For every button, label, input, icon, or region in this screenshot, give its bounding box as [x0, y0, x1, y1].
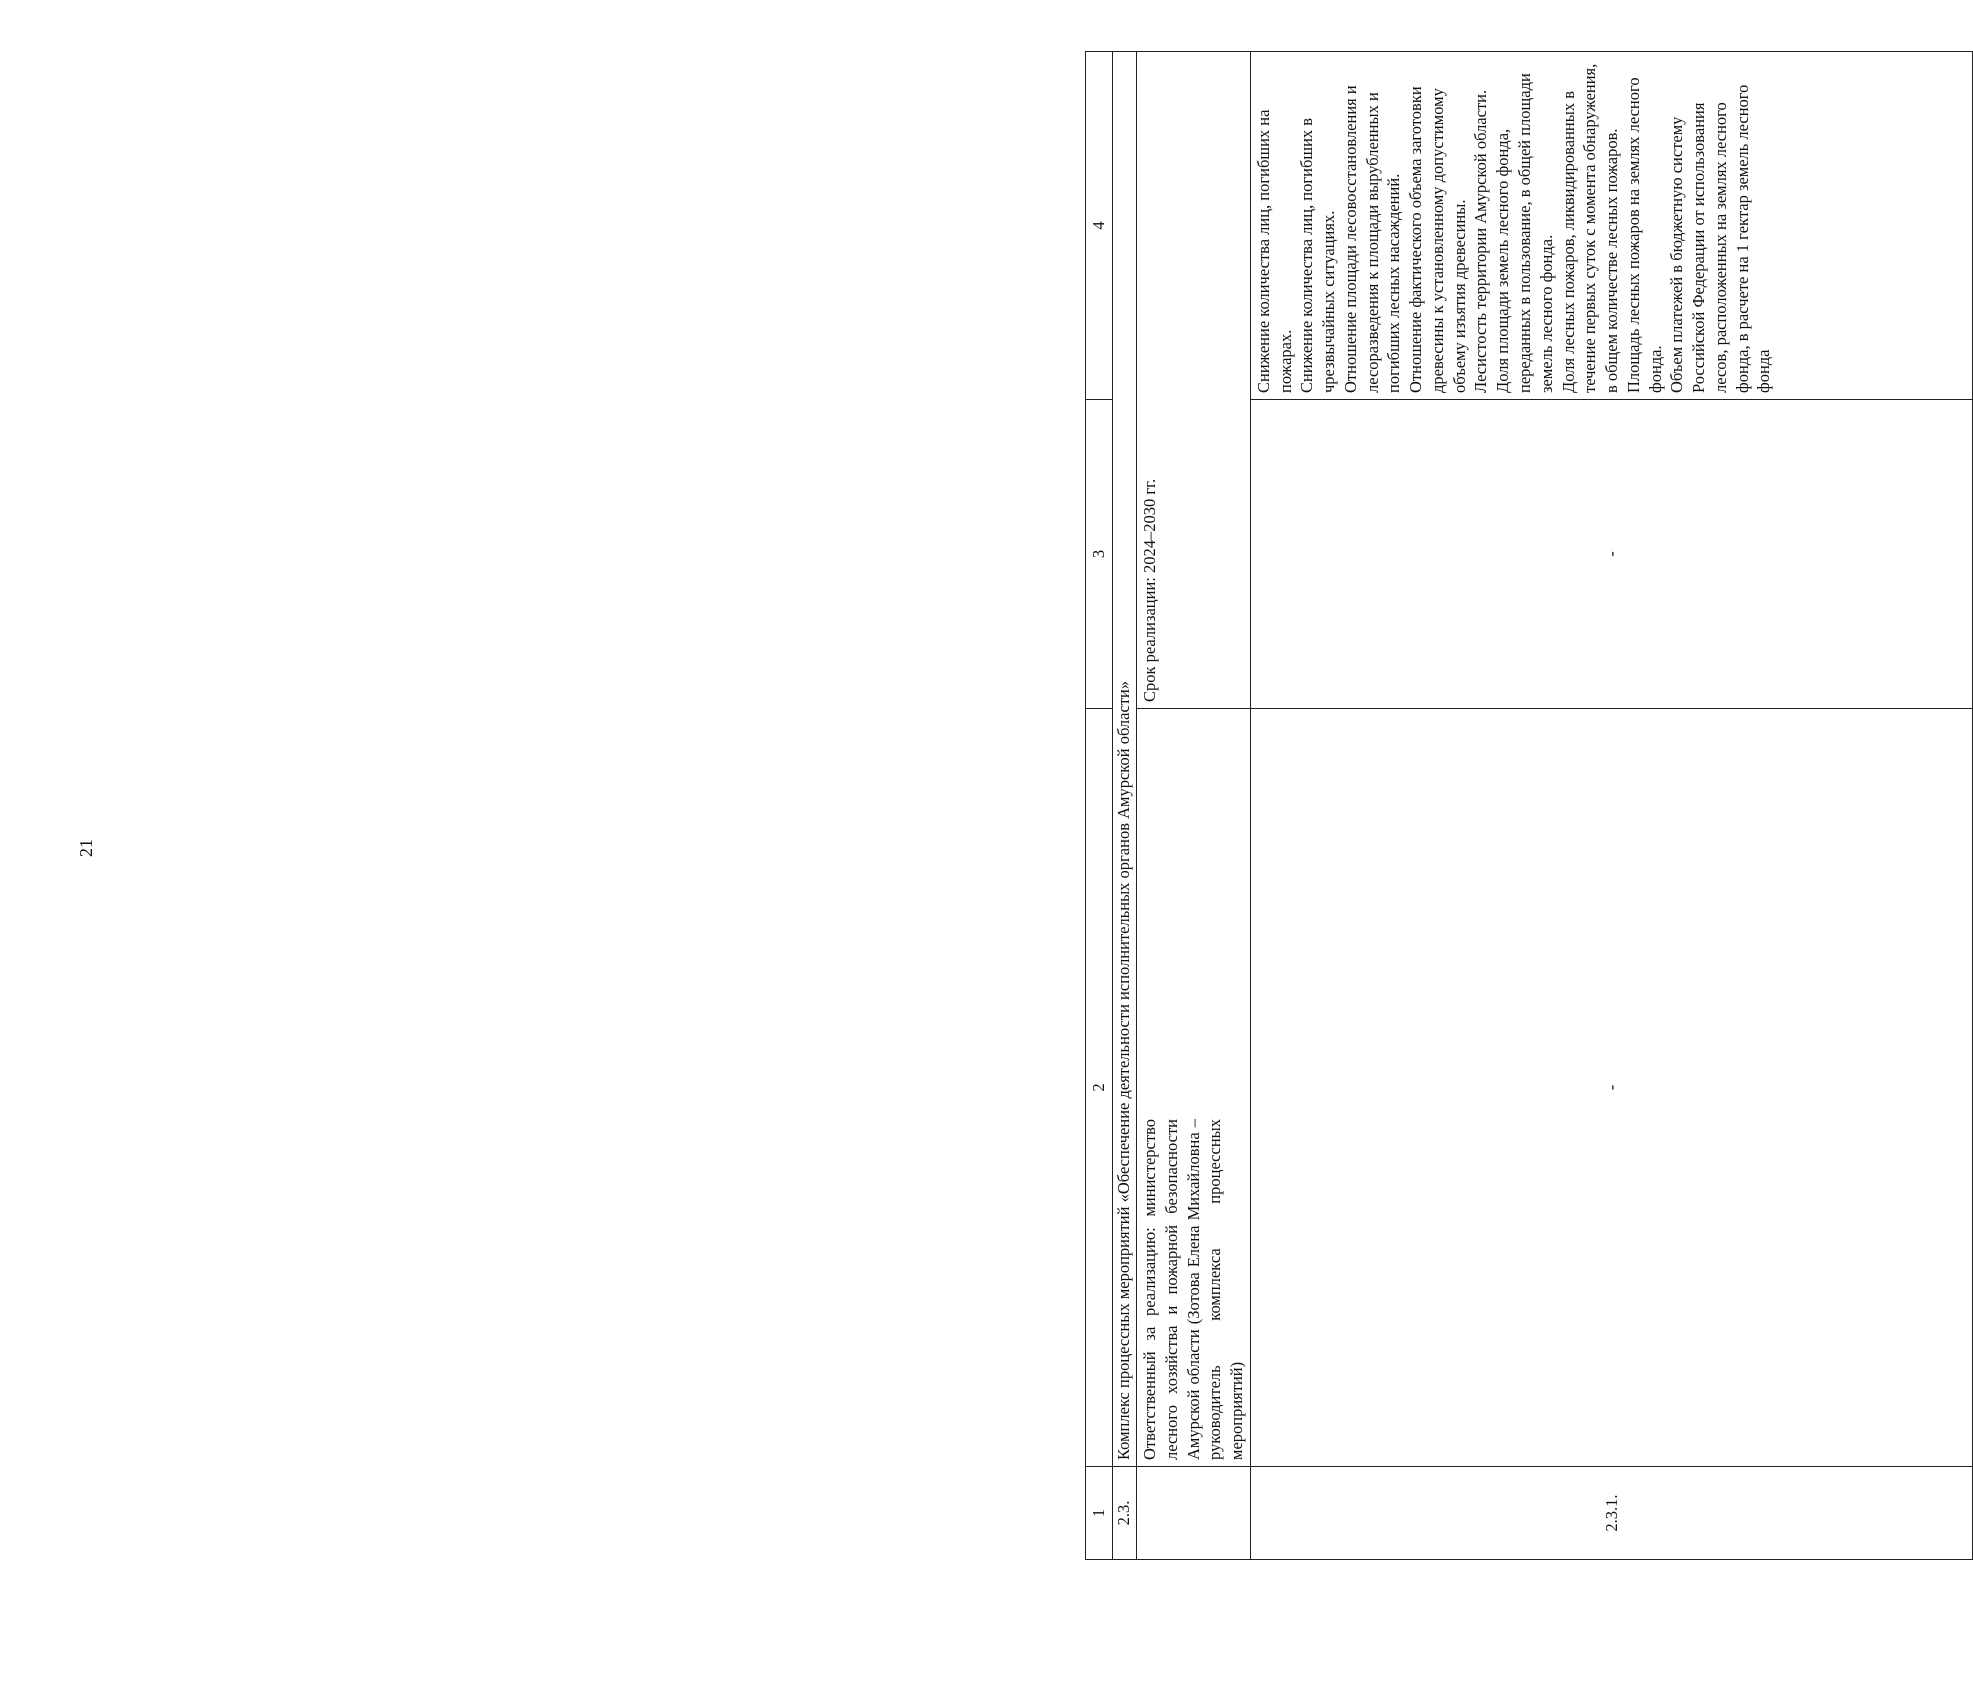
indicator-item: Доля лесных пожаров, ликвидированных в течение первых суток с момента обнаружения, в общем количестве лесных пожаров. — [1558, 63, 1622, 393]
measures-table — [1085, 51, 1973, 1560]
task-row — [1250, 52, 1972, 1560]
table-header-row — [1086, 52, 1113, 1560]
task-indicators — [1250, 52, 1972, 400]
header-cell-1: 1 — [1086, 1467, 1113, 1560]
section-row — [1113, 52, 1137, 1560]
indicator-item: Доля площади земель лесного фонда, переданных в пользование, в общей площади земель лесного фонда. — [1493, 73, 1556, 393]
task-col2: - — [1250, 709, 1972, 1467]
indicator-item: Снижение количества лиц, погибших в чрезвычайных ситуациях. — [1297, 117, 1339, 393]
implementation-term: Срок реализации: 2024–2030 гг. — [1137, 52, 1251, 709]
indicator-item: Лесистость территории Амурской области. — [1471, 89, 1491, 393]
responsible-empty-cell — [1137, 1467, 1251, 1560]
header-cell-2: 2 — [1086, 709, 1113, 1467]
responsible-text — [1137, 709, 1251, 1467]
indicator-item: Снижение количества лиц, погибших на пожарах. — [1253, 109, 1295, 393]
header-cell-3: 3 — [1086, 400, 1113, 709]
section-title: Комплекс процессных мероприятий «Обеспечение деятельности исполнительных органов Амурской области» — [1113, 52, 1137, 1467]
page-number: 21 — [76, 839, 96, 857]
responsible-row — [1137, 52, 1251, 1560]
indicator-item: Отношение площади лесовосстановления и лесоразведения к площади вырубленных и погибших лесных насаждений. — [1340, 85, 1404, 393]
task-col3: - — [1250, 400, 1972, 709]
indicator-item: Отношение фактического объема заготовки древесины к установленному допустимому объему изъятия древесины. — [1406, 86, 1469, 393]
section-number: 2.3. — [1113, 1467, 1137, 1560]
indicator-item: Площадь лесных пожаров на землях лесного фонда. — [1623, 77, 1665, 393]
responsible-text-content: Ответственный за реализацию: министерство лесного хозяйства и пожарной безопасности Амурской области (Зотова Елена Михайловна – руководитель комплекса процессных мероприятий) — [1140, 1119, 1247, 1460]
header-cell-4: 4 — [1086, 52, 1113, 400]
rotated-table-wrapper — [1085, 52, 1973, 1560]
indicator-item: Объем платежей в бюджетную систему Российской Федерации от использования лесов, расположенных на землях лесного фонда, в расчете на 1 гектар земель лесного фонда — [1667, 84, 1774, 393]
task-number: 2.3.1. — [1250, 1467, 1972, 1560]
